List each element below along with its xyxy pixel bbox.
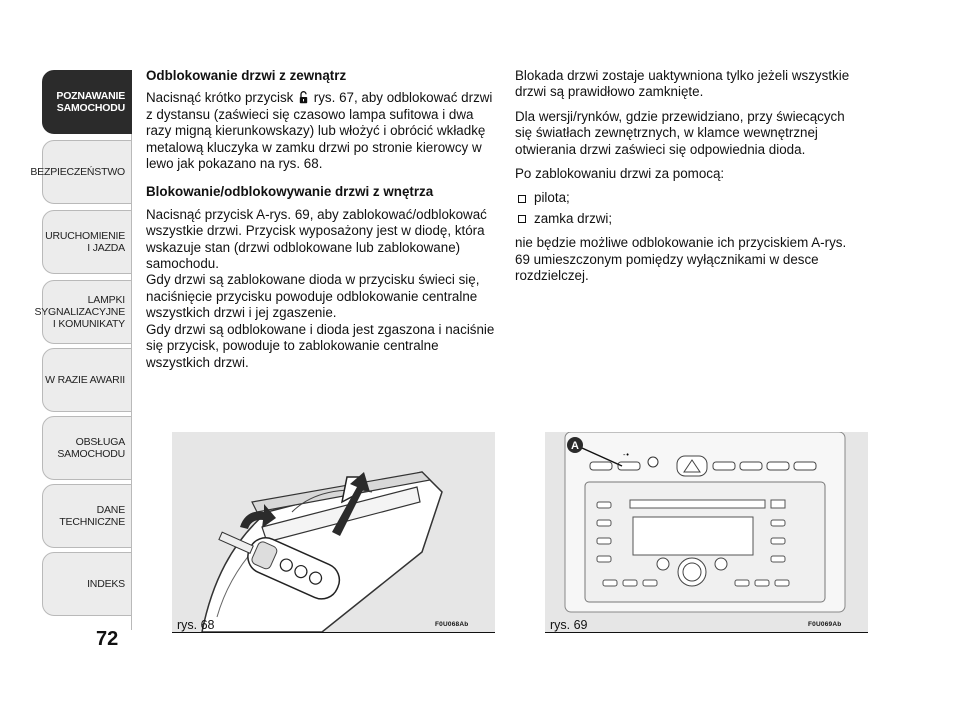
dashboard-radio-illustration <box>545 432 868 632</box>
page-number: 72 <box>96 628 119 650</box>
figure-door-key <box>172 432 495 632</box>
figure-code: F0U069Ab <box>808 621 842 628</box>
paragraph-unlock-outside: Nacisnąć krótko przycisk rys. 67, aby odblokować drzwi z dystansu (zaświeci się czasowo lampa sufitowa i dwa razy migną kierunkowskazy) lub włożyć i obrócić wkładkę metalową kluczyka w zamku drzwi po stronie kierowcy w lewo jak pokazano na rys. 68. <box>146 90 493 172</box>
heading-unlock-outside: Odblokowanie drzwi z zewnątrz <box>146 68 347 83</box>
checkbox-bullet-icon <box>518 195 526 203</box>
figure-rule <box>545 632 868 633</box>
list-item: pilota; <box>515 190 860 206</box>
padlock-open-icon <box>299 91 308 104</box>
door-key-illustration <box>172 432 495 632</box>
callout-a-label: A <box>571 440 579 452</box>
paragraph-button-disabled: nie będzie możliwe odblokowanie ich przyciskiem A-rys. 69 umieszczonym pomiędzy wyłącznikami w desce rozdzielczej. <box>515 235 847 284</box>
tab-poznawanie-samochodu[interactable]: POZNAWANIE SAMOCHODU <box>42 70 132 134</box>
tab-dane-techniczne[interactable]: DANE TECHNICZNE <box>42 484 132 548</box>
right-text-column <box>515 68 860 292</box>
checkbox-bullet-icon <box>518 215 526 223</box>
tab-lampki-sygnalizacyjne[interactable]: LAMPKI SYGNALIZACYJNE I KOMUNIKATY <box>42 280 132 344</box>
paragraph-after-locking: Po zablokowaniu drzwi za pomocą: <box>515 166 725 182</box>
paragraph-lock-inside-2: Gdy drzwi są zablokowane dioda w przycisku świeci się, naciśnięcie przycisku powoduje odblokowanie centralne wszystkich drzwi i jej zgaszenie. <box>146 272 480 321</box>
figure-code: F0U068Ab <box>435 621 469 628</box>
left-text-column <box>146 68 496 379</box>
figure-rule <box>172 632 495 633</box>
paragraph-diode-info: Dla wersji/rynków, gdzie przewidziano, przy świecących się światłach zewnętrznych, w klamce wewnętrznej otwierania drzwi zaświeci się odpowiednia dioda. <box>515 108 845 157</box>
tab-w-razie-awarii[interactable]: W RAZIE AWARII <box>42 348 132 412</box>
tab-indeks[interactable]: INDEKS <box>42 552 132 616</box>
paragraph-lock-inside-3: Gdy drzwi są odblokowane i dioda jest zgaszona i naciśnie się przycisk, powoduje to zablokowanie centralne wszystkich drzwi. <box>146 321 495 370</box>
paragraph-lock-inside-1: Nacisnąć przycisk A-rys. 69, aby zablokować/odblokować wszystkie drzwi. Przycisk wyposażony jest w diodę, która wskazuje stan (drzwi odblokowane lub zablokowane) samochodu. <box>146 206 487 272</box>
figure-caption: rys. 69 <box>550 618 588 632</box>
figure-caption: rys. 68 <box>177 618 215 632</box>
tab-bezpieczenstwo[interactable]: BEZPIECZEŃSTWO <box>42 140 132 204</box>
figure-dashboard-radio <box>545 432 868 632</box>
tab-obsluga-samochodu[interactable]: OBSŁUGA SAMOCHODU <box>42 416 132 480</box>
tab-uruchomienie-i-jazda[interactable]: URUCHOMIENIE I JAZDA <box>42 210 132 274</box>
list-item: zamka drzwi; <box>515 211 860 227</box>
paragraph-lock-condition: Blokada drzwi zostaje uaktywniona tylko jeżeli wszystkie drzwi są prawidłowo zamknięte. <box>515 68 850 100</box>
heading-lock-inside: Blokowanie/odblokowywanie drzwi z wnętrza <box>146 184 434 200</box>
svg-text:-•: -• <box>623 451 630 459</box>
